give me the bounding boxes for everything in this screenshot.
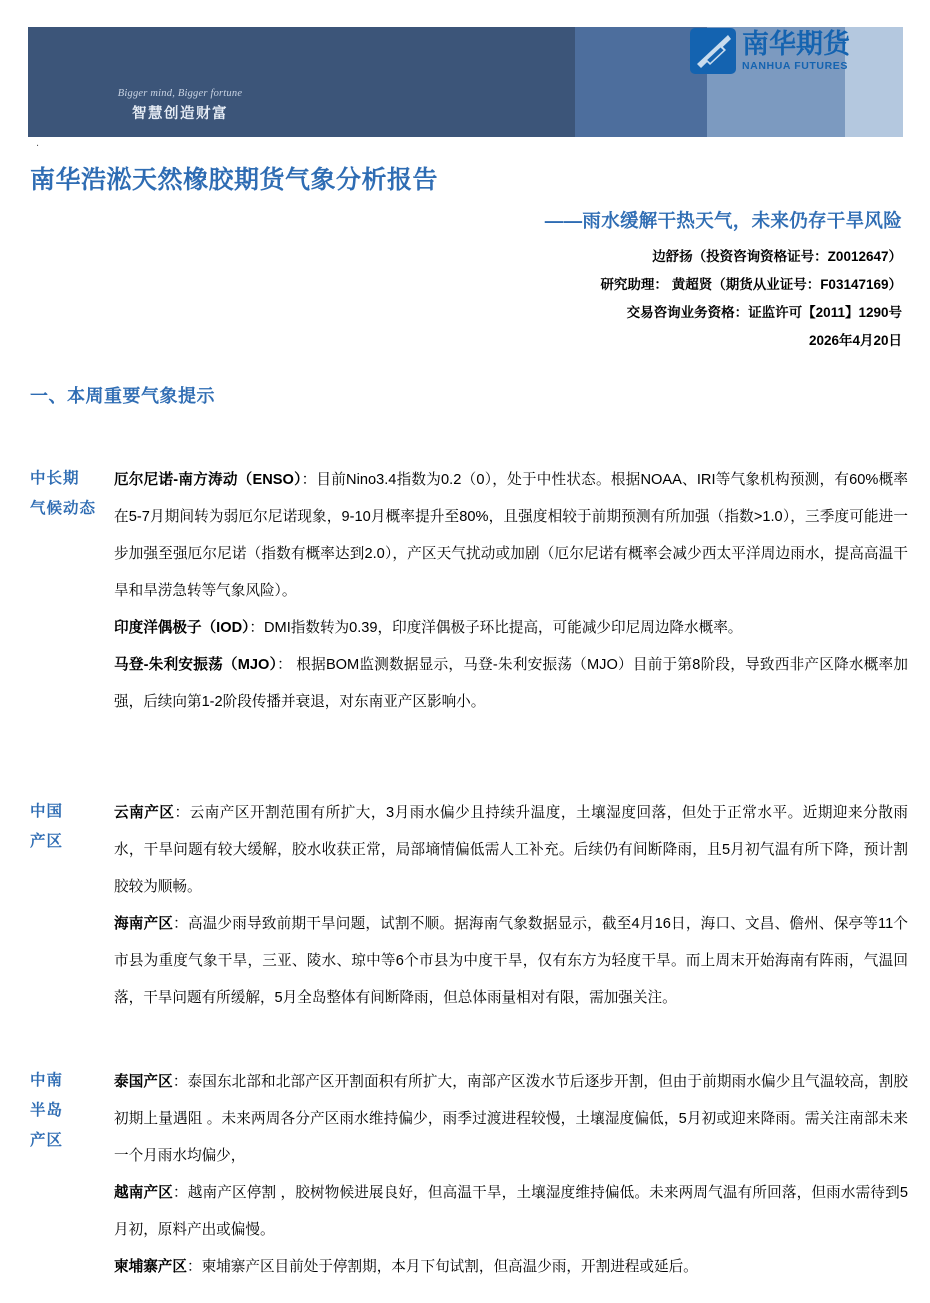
header-band-primary bbox=[28, 27, 575, 137]
paragraph-text: ：云南产区开割范围有所扩大，3月雨水偏少且持续升温度，土壤湿度回落，但处于正常水平。近期迎来分散雨水，干旱问题有较大缓解，胶水收获正常，局部墒情偏低需人工补充。后续仍有间断降雨，且5月初气温有所下降，预计割胶较为顺畅。 bbox=[114, 805, 908, 895]
stray-punctuation-mark: . bbox=[36, 137, 40, 149]
paragraph-hainan bbox=[114, 906, 908, 1017]
nanhua-futures-logo bbox=[690, 28, 850, 74]
header-tagline-cn: 智慧创造财富 bbox=[132, 106, 228, 122]
header-tagline-en: Bigger mind, Bigger fortune bbox=[117, 88, 243, 99]
paragraph-text: ：DMI指数转为0.39，印度洋偶极子环比提高，可能减少印尼周边降水概率。 bbox=[249, 620, 743, 636]
block-label-line: 中长期 bbox=[30, 470, 80, 487]
block-label-climate bbox=[30, 462, 114, 524]
block-label-china bbox=[30, 795, 114, 857]
paragraph-lead: 厄尔尼诺-南方涛动（ENSO） bbox=[114, 472, 302, 488]
paragraph-enso bbox=[114, 462, 908, 610]
logo-wordmark bbox=[742, 28, 850, 72]
logo-english-name: NANHUA FUTURES bbox=[742, 59, 849, 72]
paragraph-vietnam bbox=[114, 1175, 908, 1249]
header-band-fourth bbox=[845, 27, 903, 137]
paragraph-text: ：高温少雨导致前期干旱问题，试割不顺。据海南气象数据显示，截至4月16日，海口、文昌、儋州、保亭等11个市县为重度气象干旱，三亚、陵水、琼中等6个市县为中度干旱，仅有东方为轻度干旱。而上周末开始海南有阵雨，气温回落，干旱问题有所缓解，5月全岛整体有间断降雨，但总体雨量相对有限，需加强关注。 bbox=[114, 916, 908, 1006]
block-label-indochina bbox=[30, 1064, 114, 1156]
paragraph-cambodia bbox=[114, 1249, 908, 1286]
paragraph-mjo bbox=[114, 647, 908, 721]
block-label-line: 气候动态 bbox=[30, 500, 97, 517]
paragraph-lead: 柬埔寨产区 bbox=[114, 1259, 187, 1275]
block-body-indochina bbox=[114, 1064, 908, 1286]
license-line: 交易咨询业务资格：证监许可【2011】1290号 bbox=[626, 305, 902, 320]
content-block-climate bbox=[30, 462, 908, 721]
paragraph-yunnan bbox=[114, 795, 908, 906]
section-heading-weather-alerts: 一、本周重要气象提示 bbox=[30, 386, 215, 406]
paragraph-lead: 泰国产区 bbox=[114, 1074, 173, 1090]
page-subtitle: ——雨水缓解干热天气，未来仍存干旱风险 bbox=[544, 210, 902, 231]
paragraph-lead: 印度洋偶极子（IOD） bbox=[114, 620, 250, 636]
header-band-second bbox=[575, 27, 707, 137]
block-body-climate bbox=[114, 462, 908, 721]
paragraph-text: ：越南产区停割 ，胶树物候进展良好，但高温干旱，土壤湿度维持偏低。未来两周气温有所回落，但雨水需待到5月初，原料产出或偏慢。 bbox=[114, 1185, 908, 1238]
block-label-line: 产区 bbox=[30, 1132, 64, 1149]
block-label-line: 半岛 bbox=[30, 1102, 64, 1119]
paragraph-lead: 马登-朱利安振荡（MJO） bbox=[114, 657, 278, 673]
author-credentials bbox=[600, 243, 902, 355]
paragraph-iod bbox=[114, 610, 908, 647]
page-title: 南华浩淞天然橡胶期货气象分析报告 bbox=[30, 166, 439, 194]
content-block-china bbox=[30, 795, 908, 1017]
paragraph-thailand bbox=[114, 1064, 908, 1175]
content-block-indochina bbox=[30, 1064, 908, 1286]
report-date: 2026年4月20日 bbox=[808, 333, 902, 348]
paragraph-lead: 海南产区 bbox=[114, 916, 174, 932]
nanhua-diamond-logo-icon bbox=[690, 28, 736, 74]
block-label-line: 产区 bbox=[30, 833, 64, 850]
analyst-line: 边舒扬（投资咨询资格证号：Z0012647） bbox=[652, 249, 902, 264]
paragraph-text: ：柬埔寨产区目前处于停割期，本月下旬试割，但高温少雨，开割进程或延后。 bbox=[186, 1259, 698, 1275]
block-body-china bbox=[114, 795, 908, 1017]
paragraph-text: ： 根据BOM监测数据显示，马登-朱利安振荡（MJO）目前于第8阶段，导致西非产区降水概率加强，后续向第1-2阶段传播并衰退，对东南亚产区影响小。 bbox=[114, 657, 908, 710]
logo-chinese-name: 南华期货 bbox=[742, 28, 850, 60]
block-label-line: 中南 bbox=[30, 1072, 64, 1089]
paragraph-text: ：目前Nino3.4指数为0.2（0），处于中性状态。根据NOAA、IRI等气象机构预测，有60%概率在5-7月期间转为弱厄尔尼诺现象，9-10月概率提升至80%，且强度相较于前期预测有所加强（指数>1.0），三季度可能进一步加强至强厄尔尼诺（指数有概率达到2.0），产区天气扰动或加剧（厄尔尼诺有概率会减少西太平洋周边雨水，提高高温干旱和旱涝急转等气象风险）。 bbox=[114, 472, 909, 599]
block-label-line: 中国 bbox=[30, 803, 64, 820]
research-assistant-line: 研究助理： 黄超贤（期货从业证号：F03147169） bbox=[600, 277, 902, 292]
paragraph-lead: 越南产区 bbox=[114, 1185, 173, 1201]
paragraph-text: ：泰国东北部和北部产区开割面积有所扩大，南部产区泼水节后逐步开割，但由于前期雨水偏少且气温较高，割胶初期上量遇阻 。未来两周各分产区雨水维持偏少，雨季过渡进程较慢，土壤湿度偏低，5月初或迎来降雨。需关注南部未来一个月雨水均偏少， bbox=[114, 1074, 908, 1164]
header-tagline bbox=[80, 88, 280, 123]
paragraph-lead: 云南产区 bbox=[114, 805, 175, 821]
